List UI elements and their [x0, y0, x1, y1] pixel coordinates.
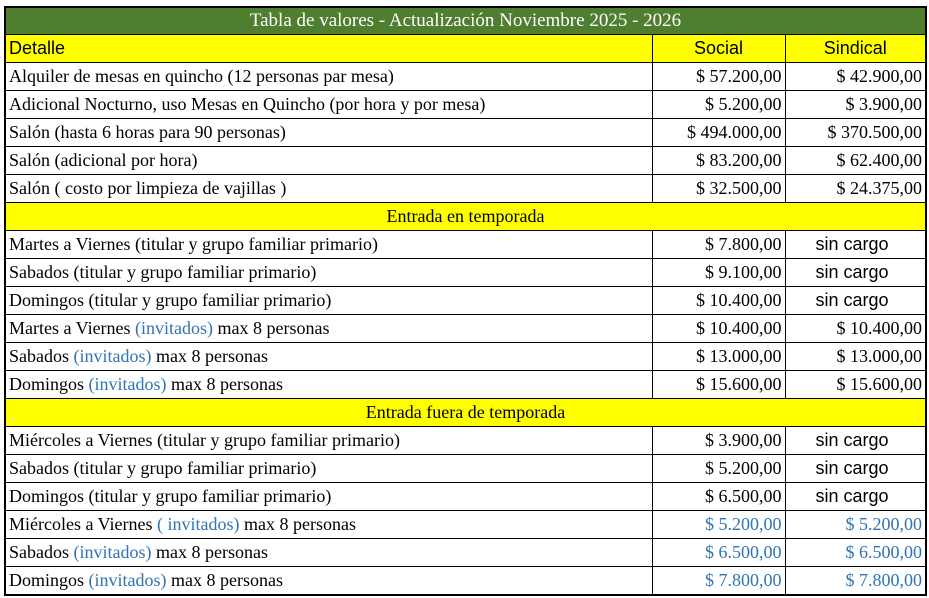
row-sindical-price: sin cargo: [785, 287, 926, 315]
section-header-off-season: [5, 399, 926, 427]
table-row: [5, 567, 926, 596]
detail-text: Domingos: [9, 374, 89, 394]
row-social-price: $ 9.100,00: [652, 259, 785, 287]
section-header-in-season: [5, 203, 926, 231]
detail-text: max 8 personas: [213, 318, 330, 338]
row-sindical-price: sin cargo: [785, 455, 926, 483]
row-sindical-price: sin cargo: [785, 259, 926, 287]
section-title: Entrada en temporada: [5, 203, 926, 231]
row-sindical-price: $ 7.800,00: [785, 567, 926, 596]
row-social-price: $ 7.800,00: [652, 567, 785, 596]
row-social-price: $ 10.400,00: [652, 315, 785, 343]
row-detail: Alquiler de mesas en quincho (12 personas par mesa): [5, 63, 652, 91]
detail-text: max 8 personas: [151, 346, 268, 366]
table-row: [5, 343, 926, 371]
section-title: Entrada fuera de temporada: [5, 399, 926, 427]
row-detail: Adicional Nocturno, uso Mesas en Quincho (por hora y por mesa): [5, 91, 652, 119]
column-header-row: [5, 35, 926, 63]
row-detail: [5, 539, 652, 567]
invitados-label: (invitados): [73, 346, 152, 366]
row-sindical-price: $ 13.000,00: [785, 343, 926, 371]
table-row: [5, 455, 926, 483]
row-detail: [5, 371, 652, 399]
price-table: [4, 6, 927, 596]
row-social-price: $ 10.400,00: [652, 287, 785, 315]
invitados-label: (invitados): [135, 318, 214, 338]
table-row: [5, 175, 926, 203]
row-detail: Salón (hasta 6 horas para 90 personas): [5, 119, 652, 147]
table-row: [5, 259, 926, 287]
detail-text: max 8 personas: [239, 514, 357, 534]
row-detail: Domingos (titular y grupo familiar primario): [5, 483, 652, 511]
row-detail: Salón ( costo por limpieza de vajillas ): [5, 175, 652, 203]
row-social-price: $ 3.900,00: [652, 427, 785, 455]
detail-text: max 8 personas: [166, 570, 283, 590]
row-sindical-price: $ 15.600,00: [785, 371, 926, 399]
row-social-price: $ 32.500,00: [652, 175, 785, 203]
row-detail: Sabados (titular y grupo familiar primario): [5, 259, 652, 287]
detail-text: max 8 personas: [166, 374, 283, 394]
detail-text: Miércoles a Viernes: [9, 514, 158, 534]
row-sindical-price: $ 3.900,00: [785, 91, 926, 119]
detail-text: Martes a Viernes: [9, 318, 136, 338]
row-social-price: $ 5.200,00: [652, 91, 785, 119]
table-row: [5, 315, 926, 343]
row-detail: Domingos (titular y grupo familiar primario): [5, 287, 652, 315]
row-social-price: $ 5.200,00: [652, 511, 785, 539]
row-sindical-price: sin cargo: [785, 231, 926, 259]
row-social-price: $ 83.200,00: [652, 147, 785, 175]
detail-text: Sabados: [9, 542, 74, 562]
row-social-price: $ 6.500,00: [652, 539, 785, 567]
row-sindical-price: $ 370.500,00: [785, 119, 926, 147]
row-detail: [5, 315, 652, 343]
row-detail: Martes a Viernes (titular y grupo familiar primario): [5, 231, 652, 259]
header-detalle: Detalle: [5, 35, 652, 63]
row-detail: [5, 343, 652, 371]
row-sindical-price: $ 6.500,00: [785, 539, 926, 567]
invitados-label: ( invitados): [157, 514, 240, 534]
row-detail: Sabados (titular y grupo familiar primario): [5, 455, 652, 483]
table-row: [5, 483, 926, 511]
invitados-label: (invitados): [88, 374, 167, 394]
invitados-label: (invitados): [73, 542, 152, 562]
header-sindical: Sindical: [785, 35, 926, 63]
price-table-container: [4, 6, 925, 596]
detail-text: Sabados: [9, 346, 74, 366]
table-row: [5, 91, 926, 119]
table-row: [5, 371, 926, 399]
row-detail: Miércoles a Viernes (titular y grupo familiar primario): [5, 427, 652, 455]
row-social-price: $ 7.800,00: [652, 231, 785, 259]
row-detail: [5, 511, 652, 539]
row-sindical-price: sin cargo: [785, 483, 926, 511]
row-detail: [5, 567, 652, 596]
table-row: [5, 63, 926, 91]
table-title: Tabla de valores - Actualización Noviembre 2025 - 2026: [5, 7, 926, 35]
row-sindical-price: $ 42.900,00: [785, 63, 926, 91]
row-sindical-price: sin cargo: [785, 427, 926, 455]
table-row: [5, 511, 926, 539]
header-social: Social: [652, 35, 785, 63]
table-row: [5, 231, 926, 259]
row-social-price: $ 57.200,00: [652, 63, 785, 91]
table-row: [5, 147, 926, 175]
row-sindical-price: $ 24.375,00: [785, 175, 926, 203]
row-detail: Salón (adicional por hora): [5, 147, 652, 175]
row-social-price: $ 15.600,00: [652, 371, 785, 399]
row-sindical-price: $ 10.400,00: [785, 315, 926, 343]
row-sindical-price: $ 62.400,00: [785, 147, 926, 175]
row-social-price: $ 6.500,00: [652, 483, 785, 511]
row-sindical-price: $ 5.200,00: [785, 511, 926, 539]
row-social-price: $ 5.200,00: [652, 455, 785, 483]
table-row: [5, 427, 926, 455]
table-row: [5, 119, 926, 147]
table-row: [5, 539, 926, 567]
table-title-row: [5, 7, 926, 35]
invitados-label: (invitados): [88, 570, 167, 590]
row-social-price: $ 13.000,00: [652, 343, 785, 371]
row-social-price: $ 494.000,00: [652, 119, 785, 147]
detail-text: Domingos: [9, 570, 89, 590]
table-row: [5, 287, 926, 315]
detail-text: max 8 personas: [151, 542, 268, 562]
